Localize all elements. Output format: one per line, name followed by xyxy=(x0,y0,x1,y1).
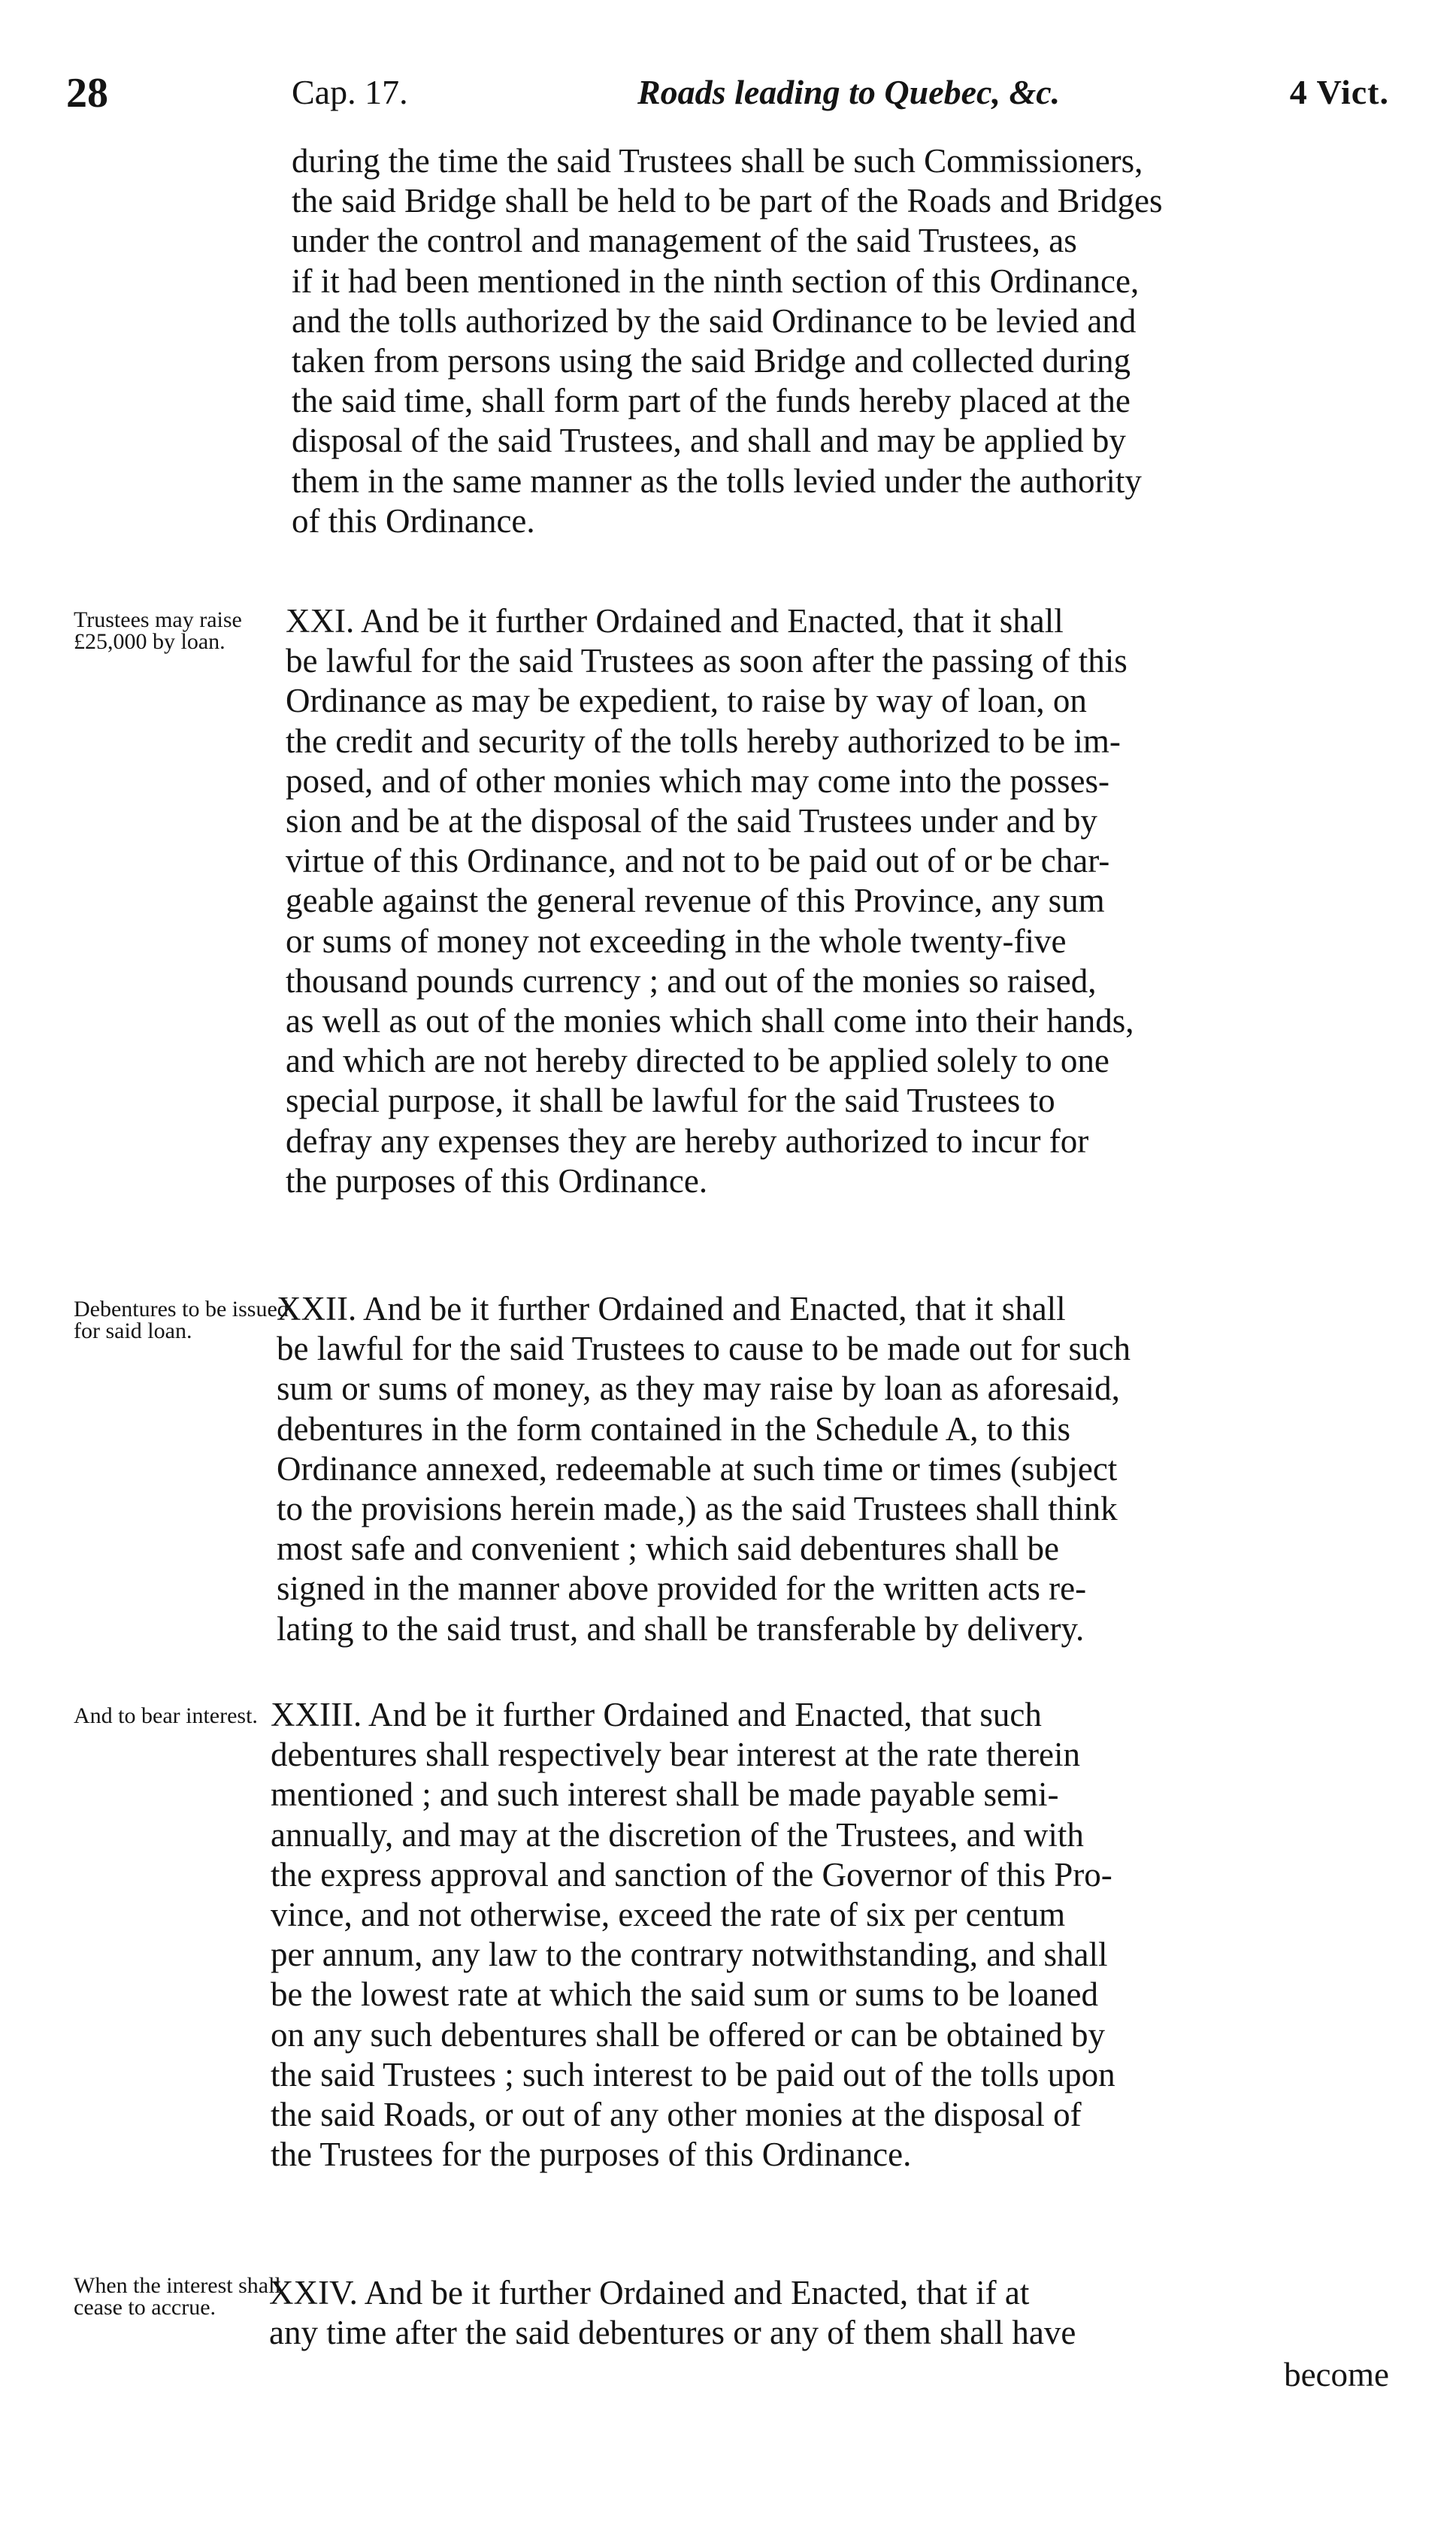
text-line: most safe and convenient ; which said debentures shall be xyxy=(277,1530,1059,1568)
text-line: posed, and of other monies which may come into the posses- xyxy=(286,761,1110,800)
text-line: the said time, shall form part of the funds hereby placed at the xyxy=(292,382,1131,420)
text-line: the said Roads, or out of any other monies at the disposal of xyxy=(271,2096,1082,2134)
text-line: taken from persons using the said Bridge and collected during xyxy=(292,342,1131,380)
page-number: 28 xyxy=(66,70,108,117)
text-line: as well as out of the monies which shall come into their hands, xyxy=(286,1002,1134,1040)
text-line: under the control and management of the said Trustees, as xyxy=(292,222,1077,260)
text-line: and the tolls authorized by the said Ordinance to be levied and xyxy=(292,301,1137,340)
text-line: of this Ordinance. xyxy=(292,501,535,540)
paragraph-text xyxy=(292,141,1389,541)
text-line: the express approval and sanction of the Governor of this Pro- xyxy=(271,1855,1112,1894)
text-line: XXI. And be it further Ordained and Enacted, that it shall xyxy=(286,602,1064,640)
side-note: And to bear interest. xyxy=(74,1703,258,1728)
text-line: per annum, any law to the contrary notwithstanding, and shall xyxy=(271,1936,1108,1974)
text-line: Ordinance annexed, redeemable at such time or times (subject xyxy=(277,1449,1118,1488)
text-line: special purpose, it shall be lawful for the said Trustees to xyxy=(286,1082,1055,1120)
text-line: signed in the manner above provided for the written acts re- xyxy=(277,1570,1087,1608)
text-line: lating to the said trust, and shall be transferable by delivery. xyxy=(277,1609,1085,1648)
regnal-year: 4 Vict. xyxy=(1289,73,1389,111)
text-line: annually, and may at the discretion of the Trustees, and with xyxy=(271,1815,1084,1854)
text-line: debentures shall respectively bear interest at the rate therein xyxy=(271,1736,1081,1774)
text-line: to the provisions herein made,) as the said Trustees shall think xyxy=(277,1490,1118,1528)
text-line: XXIV. And be it further Ordained and Enacted, that if at xyxy=(269,2274,1030,2311)
side-note: When the interest shall cease to accrue. xyxy=(74,2273,281,2320)
text-line: the said Bridge shall be held to be part of the Roads and Bridges xyxy=(292,182,1163,220)
text-line: thousand pounds currency ; and out of the monies so raised, xyxy=(286,961,1097,1000)
text-line: be lawful for the said Trustees as soon after the passing of this xyxy=(286,642,1128,680)
side-note: Trustees may raise £25,000 by loan. xyxy=(74,607,242,654)
catchword: become xyxy=(1284,2356,1389,2393)
text-line: Ordinance as may be expedient, to raise by way of loan, on xyxy=(286,682,1087,720)
text-line: disposal of the said Trustees, and shall and may be applied by xyxy=(292,422,1126,460)
text-line: mentioned ; and such interest shall be made payable semi- xyxy=(271,1776,1059,1814)
text-line: debentures in the form contained in the Schedule A, to this xyxy=(277,1409,1071,1448)
chapter-number: Cap. 17. xyxy=(292,73,408,111)
paragraph-text xyxy=(286,601,1389,1201)
text-line: sion and be at the disposal of the said Trustees under and by xyxy=(286,802,1097,840)
text-line: XXII. And be it further Ordained and Enacted, that it shall xyxy=(277,1290,1066,1327)
running-header xyxy=(66,70,1389,135)
text-line: and which are not hereby directed to be applied solely to one xyxy=(286,1042,1109,1080)
text-line: the said Trustees ; such interest to be paid out of the tolls upon xyxy=(271,2055,1115,2093)
text-line: or sums of money not exceeding in the whole twenty-five xyxy=(286,922,1067,960)
text-line: sum or sums of money, as they may raise by loan as aforesaid, xyxy=(277,1370,1120,1408)
text-line: any time after the said debentures or any of them shall have xyxy=(269,2314,1076,2352)
text-line: defray any expenses they are hereby authorized to incur for xyxy=(286,1122,1089,1160)
text-line: the credit and security of the tolls hereby authorized to be im- xyxy=(286,722,1121,760)
text-line: geable against the general revenue of this Province, any sum xyxy=(286,882,1105,920)
text-line: the Trustees for the purposes of this Ordinance. xyxy=(271,2136,912,2174)
text-line: be the lowest rate at which the said sum or sums to be loaned xyxy=(271,1975,1098,2014)
text-line: them in the same manner as the tolls levied under the authority xyxy=(292,462,1142,500)
text-line: be lawful for the said Trustees to cause to be made out for such xyxy=(277,1330,1131,1368)
paragraph-text xyxy=(277,1289,1389,1649)
paragraph-text xyxy=(271,1695,1389,2175)
text-line: if it had been mentioned in the ninth section of this Ordinance, xyxy=(292,262,1140,300)
running-title: Roads leading to Quebec, &c. xyxy=(637,73,1061,111)
text-line: virtue of this Ordinance, and not to be paid out of or be char- xyxy=(286,842,1110,880)
side-note: Debentures to be issued for said loan. xyxy=(74,1297,289,1343)
text-line: during the time the said Trustees shall be such Commissioners, xyxy=(292,142,1143,180)
text-line: XXIII. And be it further Ordained and Enacted, that such xyxy=(271,1696,1042,1733)
text-line: the purposes of this Ordinance. xyxy=(286,1161,708,1200)
paragraph-text xyxy=(269,2273,1389,2353)
text-line: on any such debentures shall be offered or can be obtained by xyxy=(271,2015,1106,2054)
text-line: vince, and not otherwise, exceed the rate of six per centum xyxy=(271,1896,1066,1934)
